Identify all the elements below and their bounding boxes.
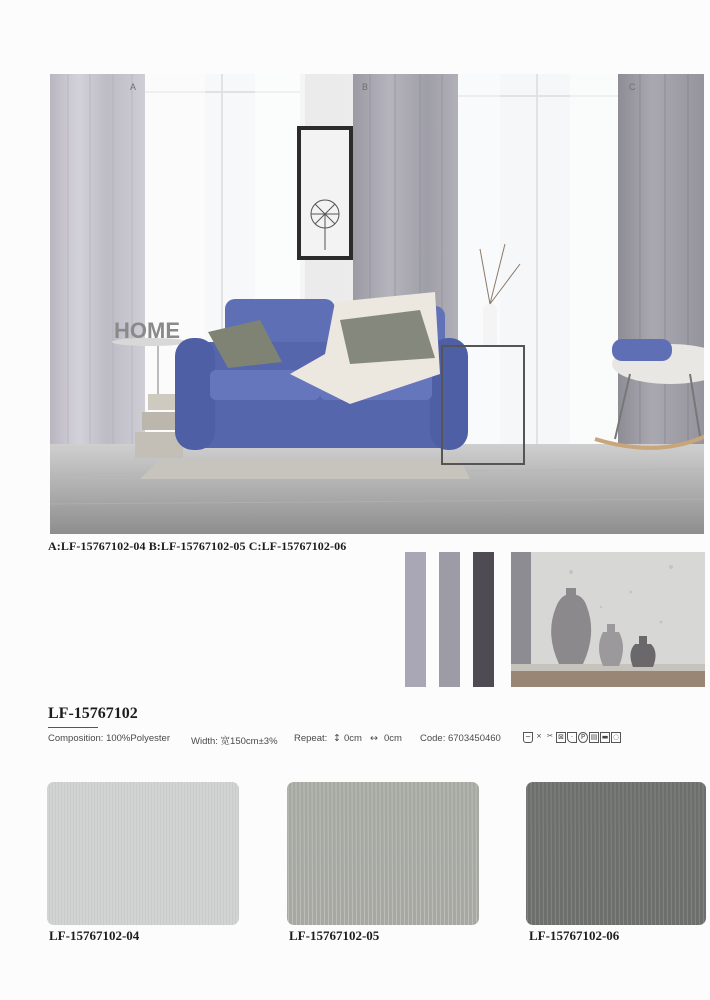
swatch-code-06: LF-15767102-06 bbox=[529, 928, 620, 943]
color-strip-06 bbox=[473, 552, 494, 687]
vertical-repeat-icon: ↕ bbox=[333, 733, 341, 744]
product-code-text: Code: 6703450460 bbox=[420, 733, 501, 744]
vase-photo bbox=[511, 552, 705, 687]
no-wring-icon: ◌ bbox=[612, 733, 620, 741]
flat-dry-icon: ▬ bbox=[601, 733, 609, 741]
care-icons bbox=[523, 732, 621, 744]
swatch-05[interactable] bbox=[287, 782, 479, 925]
position-label-a: A bbox=[130, 82, 137, 92]
repeat-horizontal-value: 0cm bbox=[384, 733, 402, 744]
color-strip-04 bbox=[405, 552, 426, 687]
home-sign: HOME bbox=[114, 318, 180, 343]
title-underline bbox=[48, 727, 98, 728]
tag-icon: ▤ bbox=[590, 733, 598, 741]
repeat-vertical-value: 0cm bbox=[344, 733, 362, 744]
swatch-04[interactable] bbox=[47, 782, 239, 925]
photo-caption: A:LF-15767102-04 B:LF-15767102-05 C:LF-15767102-06 bbox=[48, 539, 347, 553]
position-label-b: B bbox=[362, 82, 369, 92]
swatch-06[interactable] bbox=[526, 782, 706, 925]
living-room-illustration bbox=[50, 74, 704, 534]
no-bleach-icon: ⨯ bbox=[536, 732, 542, 740]
product-title: LF-15767102 bbox=[48, 705, 138, 722]
width-text: Width: 宽150cm±3% bbox=[191, 736, 278, 747]
repeat-label: Repeat: bbox=[294, 733, 328, 744]
swatch-code-04: LF-15767102-04 bbox=[49, 928, 140, 943]
position-label-c: C bbox=[629, 82, 636, 92]
fabric-texture bbox=[526, 782, 706, 925]
dry-clean-p-icon: P bbox=[578, 732, 588, 743]
fabric-texture bbox=[47, 782, 239, 925]
no-tumble-dry-icon: ✂ bbox=[547, 732, 553, 740]
horizontal-repeat-icon: ↔ bbox=[370, 733, 378, 744]
wash-30-icon: ~ bbox=[523, 732, 533, 743]
vase-illustration bbox=[511, 552, 705, 687]
swatch-code-05: LF-15767102-05 bbox=[289, 928, 380, 943]
fabric-texture bbox=[287, 782, 479, 925]
iron-low-icon: · bbox=[567, 732, 577, 743]
composition-text: Composition: 100%Polyester bbox=[48, 733, 170, 744]
room-photo bbox=[50, 74, 704, 534]
dry-flat-icon: ⊠ bbox=[556, 732, 566, 743]
color-strip-05 bbox=[439, 552, 460, 687]
